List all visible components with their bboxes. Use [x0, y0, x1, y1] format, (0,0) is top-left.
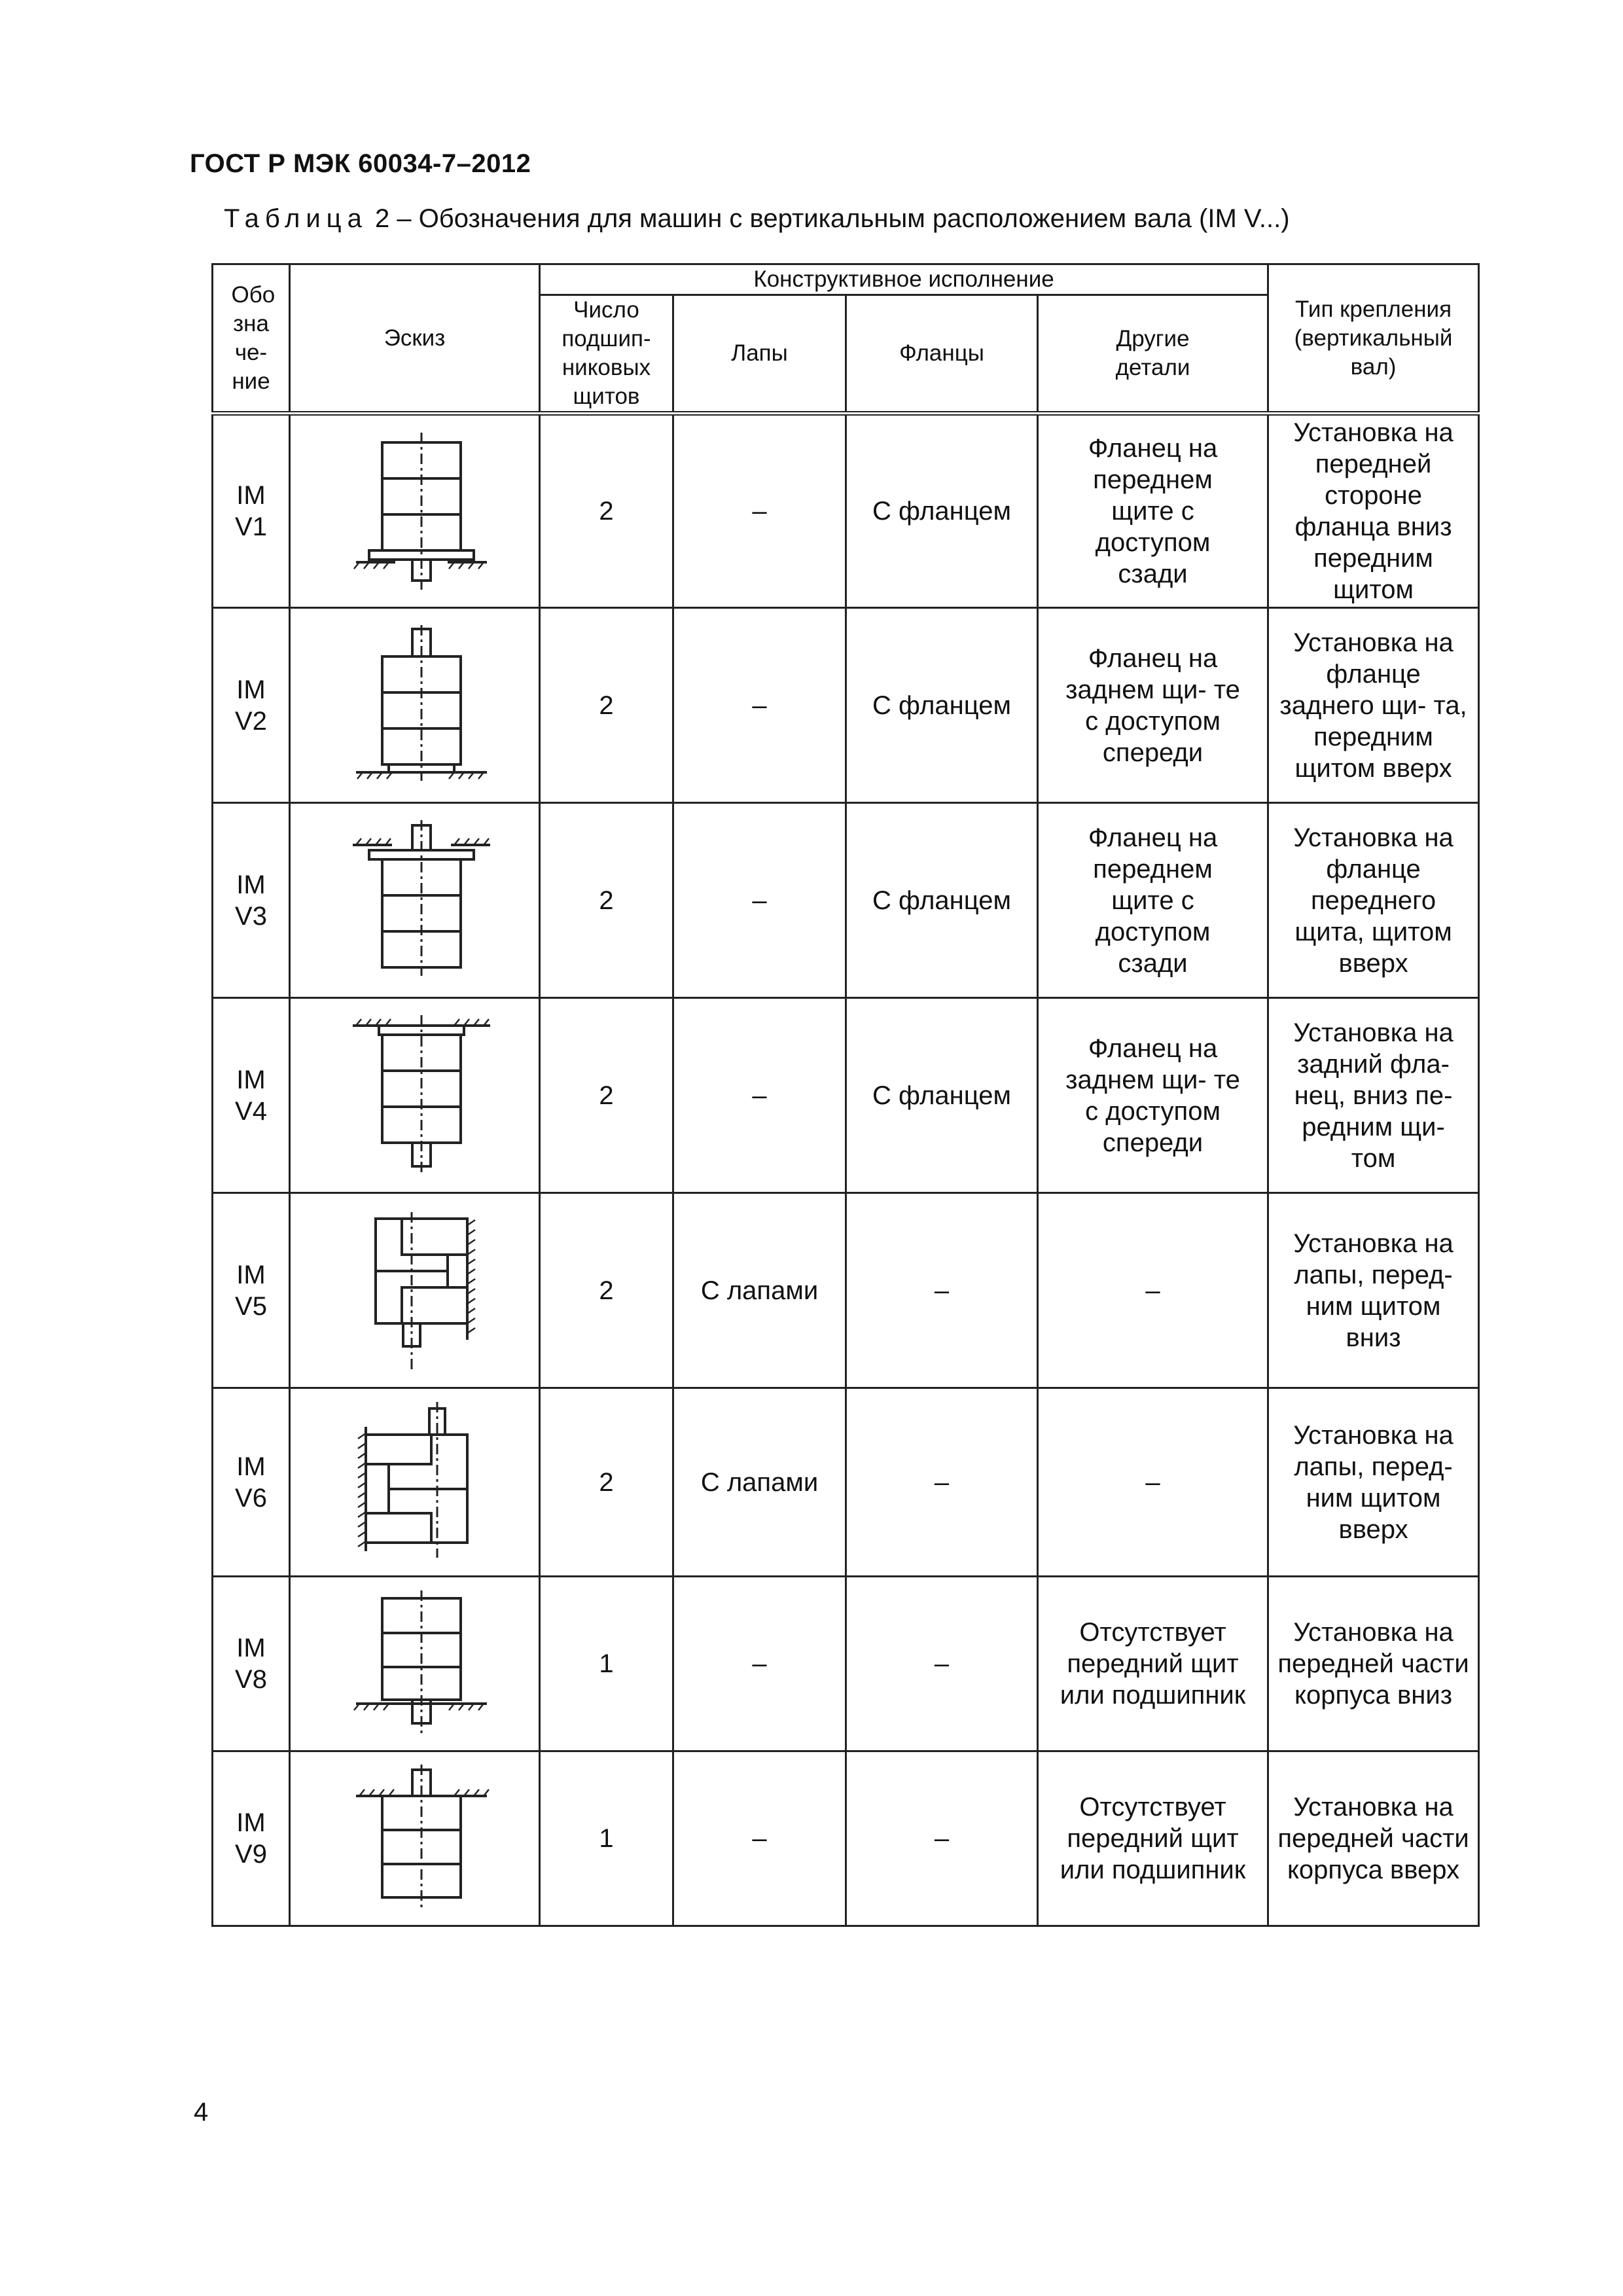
bearings-cell: 2 — [540, 608, 673, 803]
header-sketch: Эскиз — [290, 264, 540, 414]
table-row — [213, 1751, 1479, 1926]
table-row — [213, 1577, 1479, 1751]
bearings-cell: 1 — [540, 1577, 673, 1751]
motor-v3-icon — [330, 819, 500, 982]
feet-cell: – — [673, 998, 846, 1193]
feet-cell: – — [673, 414, 846, 608]
feet-cell: – — [673, 803, 846, 998]
flanges-cell: С фланцем — [846, 998, 1038, 1193]
other-details-cell: – — [1038, 1193, 1268, 1388]
mounting-cell: Установка на лапы, перед- ним щитом вниз — [1268, 1193, 1479, 1388]
flanges-cell: С фланцем — [846, 608, 1038, 803]
designation-cell: IM V8 — [213, 1577, 290, 1751]
motor-v1-icon — [330, 429, 500, 593]
designation-cell: IM V6 — [213, 1388, 290, 1577]
mounting-cell: Установка на фланце заднего щи- та, передним щитом вверх — [1268, 608, 1479, 803]
header-construction-group: Конструктивное исполнение — [540, 264, 1268, 295]
sketch-cell — [290, 1577, 540, 1751]
designation-cell: IM V3 — [213, 803, 290, 998]
sketch-cell — [290, 998, 540, 1193]
other-details-cell: Фланец на заднем щи- те с доступом спереди — [1038, 608, 1268, 803]
table-caption — [224, 204, 1290, 234]
table-row — [213, 998, 1479, 1193]
designation-cell: IM V2 — [213, 608, 290, 803]
other-details-cell: Фланец на переднем щите с доступом сзади — [1038, 803, 1268, 998]
header-flanges: Фланцы — [846, 295, 1038, 414]
designation-cell: IM V5 — [213, 1193, 290, 1388]
flanges-cell: С фланцем — [846, 803, 1038, 998]
bearings-cell: 2 — [540, 1388, 673, 1577]
mounting-cell: Установка на передней стороне фланца вниз передним щитом — [1268, 414, 1479, 608]
header-bearings: Число подшип- никовых щитов — [540, 295, 673, 414]
page-number: 4 — [194, 2098, 209, 2126]
feet-cell: – — [673, 1577, 846, 1751]
designation-table — [211, 263, 1480, 1927]
mounting-cell: Установка на лапы, перед- ним щитом вверх — [1268, 1388, 1479, 1577]
other-details-cell: Отсутствует передний щит или подшипник — [1038, 1751, 1268, 1926]
mounting-cell: Установка на передней части корпуса вверх — [1268, 1751, 1479, 1926]
designation-cell: IM V1 — [213, 414, 290, 608]
header-designation: Обо зна че- ние — [213, 264, 290, 414]
motor-v9-icon — [330, 1763, 500, 1914]
table-row — [213, 803, 1479, 998]
sketch-cell — [290, 1388, 540, 1577]
mounting-cell: Установка на задний фла- нец, вниз пе- редним щи- том — [1268, 998, 1479, 1193]
mounting-cell: Установка на фланце переднего щита, щитом вверх — [1268, 803, 1479, 998]
document-code: ГОСТ Р МЭК 60034-7–2012 — [190, 149, 531, 178]
designation-cell: IM V4 — [213, 998, 290, 1193]
flanges-cell: – — [846, 1751, 1038, 1926]
table-caption-label: Таблица — [224, 204, 368, 233]
table-row — [213, 1193, 1479, 1388]
other-details-cell: – — [1038, 1388, 1268, 1577]
bearings-cell: 2 — [540, 414, 673, 608]
sketch-cell — [290, 1193, 540, 1388]
flanges-cell: С фланцем — [846, 414, 1038, 608]
table-row — [213, 414, 1479, 608]
bearings-cell: 2 — [540, 998, 673, 1193]
flanges-cell: – — [846, 1193, 1038, 1388]
motor-v8-icon — [330, 1588, 500, 1739]
other-details-cell: Фланец на заднем щи- те с доступом спереди — [1038, 998, 1268, 1193]
header-other-details: Другие детали — [1038, 295, 1268, 414]
other-details-cell: Фланец на переднем щите с доступом сзади — [1038, 414, 1268, 608]
other-details-cell: Отсутствует передний щит или подшипник — [1038, 1577, 1268, 1751]
motor-v4-icon — [330, 1014, 500, 1177]
sketch-cell — [290, 1751, 540, 1926]
bearings-cell: 1 — [540, 1751, 673, 1926]
feet-cell: С лапами — [673, 1388, 846, 1577]
table-row — [213, 608, 1479, 803]
feet-cell: С лапами — [673, 1193, 846, 1388]
sketch-cell — [290, 414, 540, 608]
motor-v2-icon — [330, 624, 500, 787]
feet-cell: – — [673, 608, 846, 803]
header-feet: Лапы — [673, 295, 846, 414]
bearings-cell: 2 — [540, 1193, 673, 1388]
table-caption-text: 2 – Обозначения для машин с вертикальным расположением вала (IM V...) — [374, 204, 1290, 233]
sketch-cell — [290, 803, 540, 998]
feet-cell: – — [673, 1751, 846, 1926]
motor-v5-icon — [330, 1209, 500, 1372]
flanges-cell: – — [846, 1577, 1038, 1751]
mounting-cell: Установка на передней части корпуса вниз — [1268, 1577, 1479, 1751]
flanges-cell: – — [846, 1388, 1038, 1577]
sketch-cell — [290, 608, 540, 803]
motor-v6-icon — [330, 1401, 500, 1564]
table-row — [213, 1388, 1479, 1577]
bearings-cell: 2 — [540, 803, 673, 998]
header-mounting: Тип крепления (вертикальный вал) — [1268, 264, 1479, 414]
designation-cell: IM V9 — [213, 1751, 290, 1926]
